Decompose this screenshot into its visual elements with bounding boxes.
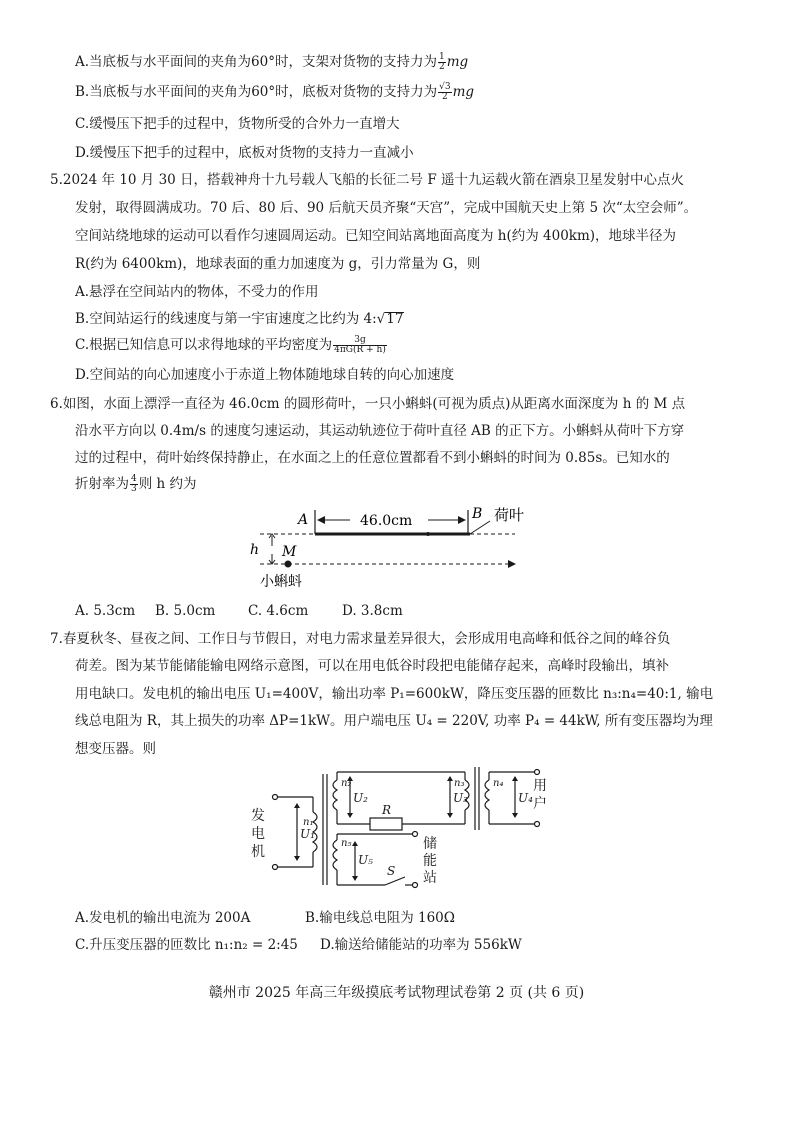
fraction-numerator: 3g [333,336,387,346]
gen-terminal-top [273,795,278,800]
label-r: R [382,803,392,817]
q4-option-a [75,52,468,72]
q4-option-a-tail: mg [446,54,469,70]
q5-option-c-text: C.根据已知信息可以求得地球的平均密度为 [75,337,333,353]
leaf-center-dot [426,532,430,536]
q4-option-b [75,82,474,102]
q5-stem-line-3: 空间站绕地球的运动可以看作匀速圆周运动。已知空间站离地面高度为 h(约为 400km)，地球半径为 [75,228,677,244]
q6-stem-line-2: 沿水平方向以 0.4m/s 的速度匀速运动，其运动轨迹位于荷叶直径 AB 的正下方。小蝌蚪从荷叶下方穿 [75,423,685,439]
q5-stem-line-1: 5.2024 年 10 月 30 日，搭载神舟十九号载人飞船的长征二号 F 遥十九运载火箭在酒泉卫星发射中心点火 [50,172,684,188]
user-terminal-bottom [535,822,540,827]
q7-stem-line-1: 7.春夏秋冬、昼夜之间、工作日与节假日，对电力需求量差异很大，会形成用电高峰和低谷之间的峰谷负 [50,631,671,647]
q4-option-d: D.缓慢压下把手的过程中，底板对货物的支持力一直减小 [75,145,414,161]
fraction-denominator: 3 [131,484,137,494]
label-u2: U₂ [353,791,368,805]
label-user-2: 户 [533,796,547,812]
q5-option-a: A.悬浮在空间站内的物体，不受力的作用 [75,284,319,300]
q6-stem-line-4 [75,474,197,494]
leaf-pointer-line [470,521,490,534]
label-user-1: 用 [533,778,547,794]
label-gen-2: 电 [251,826,265,842]
q6-stem-line-4-pre: 折射率为 [75,476,129,492]
label-b: B [472,506,483,522]
storage-terminal-top [413,832,418,837]
resistor-r [370,818,402,830]
label-tadpole: 小蝌蚪 [260,574,302,590]
label-lotus-leaf: 荷叶 [494,506,525,524]
label-h: h [250,542,260,558]
q7-option-c: C.升压变压器的匝数比 n₁:n₂ = 2:45 [75,937,298,953]
q7-option-b: B.输电线总电阻为 160Ω [305,910,455,926]
coil-n2 [333,780,337,810]
fraction-numerator: 4 [131,474,137,484]
label-store-3: 站 [423,870,437,886]
fraction-numerator: √3 [439,82,451,92]
fraction [438,53,446,72]
q7-stem-line-5: 想变压器。则 [75,741,156,757]
q7-stem-line-3: 用电缺口。发电机的输出电压 U₁=400V，输出功率 P₁=600kW，降压变压器的匝数比 n₃:n₄=40:1, 输电 [75,686,714,702]
user-terminal-top [535,770,540,775]
lotus-leaf-figure [250,498,525,598]
label-diameter: 46.0cm [360,513,413,529]
sqrt-radicand: 17 [386,311,404,327]
q6-option-a: A. 5.3cm [75,603,136,619]
q6-option-b: B. 5.0cm [155,603,216,619]
label-n5: n₅ [341,838,352,849]
q5-option-c [75,335,388,355]
q7-option-a: A.发电机的输出电流为 200A [75,910,251,926]
label-n4: n₄ [493,778,504,789]
fraction-numerator: 1 [438,52,445,62]
q6-option-c: C. 4.6cm [248,603,309,619]
label-s: S [387,864,396,878]
fraction-denominator: 2 [442,92,448,102]
label-gen-1: 发 [251,808,265,824]
q6-stem-line-4-post: 则 h 约为 [138,476,197,492]
sqrt-sign: √ [376,311,386,327]
tadpole-point [285,561,292,568]
label-m: M [282,544,297,560]
storage-terminal-bottom [413,883,418,888]
fraction [438,83,451,102]
q7-option-d: D.输送给储能站的功率为 556kW [320,937,522,953]
fraction-denominator: 4πG(R + h) [334,345,386,355]
q5-stem-line-4: R(约为 6400km)，地球表面的重力加速度为 g，引力常量为 G，则 [75,256,481,272]
label-n3: n₃ [454,778,465,789]
label-store-2: 能 [423,853,437,869]
q5-option-b [75,309,404,329]
label-a: A [298,512,309,528]
fraction [333,336,387,355]
q6-stem-line-1: 6.如图，水面上漂浮一直径为 46.0cm 的圆形荷叶，一只小蝌蚪(可视为质点)从距离水面深度为 h 的 M 点 [50,396,686,412]
q4-option-a-text: A.当底板与水平面间的夹角为60°时，支架对货物的支持力为 [75,54,437,70]
q6-stem-line-3: 过的过程中，荷叶始终保持静止，在水面之上的任意位置都看不到小蝌蚪的时间为 0.85s。已知水的 [75,450,670,466]
coil-n4 [485,780,489,810]
label-u3: U₃ [453,791,468,805]
fraction-denominator: 2 [438,62,445,72]
q4-option-b-tail: mg [452,84,475,100]
q5-option-b-text: B.空间站运行的线速度与第一宇宙速度之比约为 4: [75,311,377,327]
q5-option-d: D.空间站的向心加速度小于赤道上物体随地球自转的向心加速度 [75,367,455,383]
gen-terminal-bottom [273,865,278,870]
coil-n5 [333,840,337,870]
q7-stem-line-4: 线总电阻为 R，其上损失的功率 ΔP=1kW。用户端电压 U₄ = 220V, 功率 P₄ = 44kW, 所有变压器均为理 [75,713,713,729]
label-n2: n₂ [341,778,352,789]
q7-stem-line-2: 荷差。图为某节能储能输电网络示意图，可以在用电低谷时段把电能储存起来，高峰时段输出，填补 [75,658,669,674]
fraction [130,475,138,494]
label-store-1: 储 [423,836,437,852]
label-gen-3: 机 [251,844,265,860]
q4-option-c: C.缓慢压下把手的过程中，货物所受的合外力一直增大 [75,116,400,132]
page-footer: 赣州市 2025 年高三年级摸底考试物理试卷第 2 页 (共 6 页) [208,985,585,1001]
q6-option-d: D. 3.8cm [342,603,403,619]
power-grid-figure [245,762,555,897]
switch-s[interactable] [385,877,405,885]
q4-option-b-text: B.当底板与水平面间的夹角为60°时，底板对货物的支持力为 [75,84,438,100]
label-u5: U₅ [358,853,373,867]
label-u1: U₁ [300,827,315,841]
label-n1: n₁ [303,817,314,828]
label-u4: U₄ [518,791,533,805]
q5-stem-line-2: 发射，取得圆满成功。70 后、80 后、90 后航天员齐聚“天宫”，完成中国航天史上第 5 次“太空会师”。 [75,200,698,216]
